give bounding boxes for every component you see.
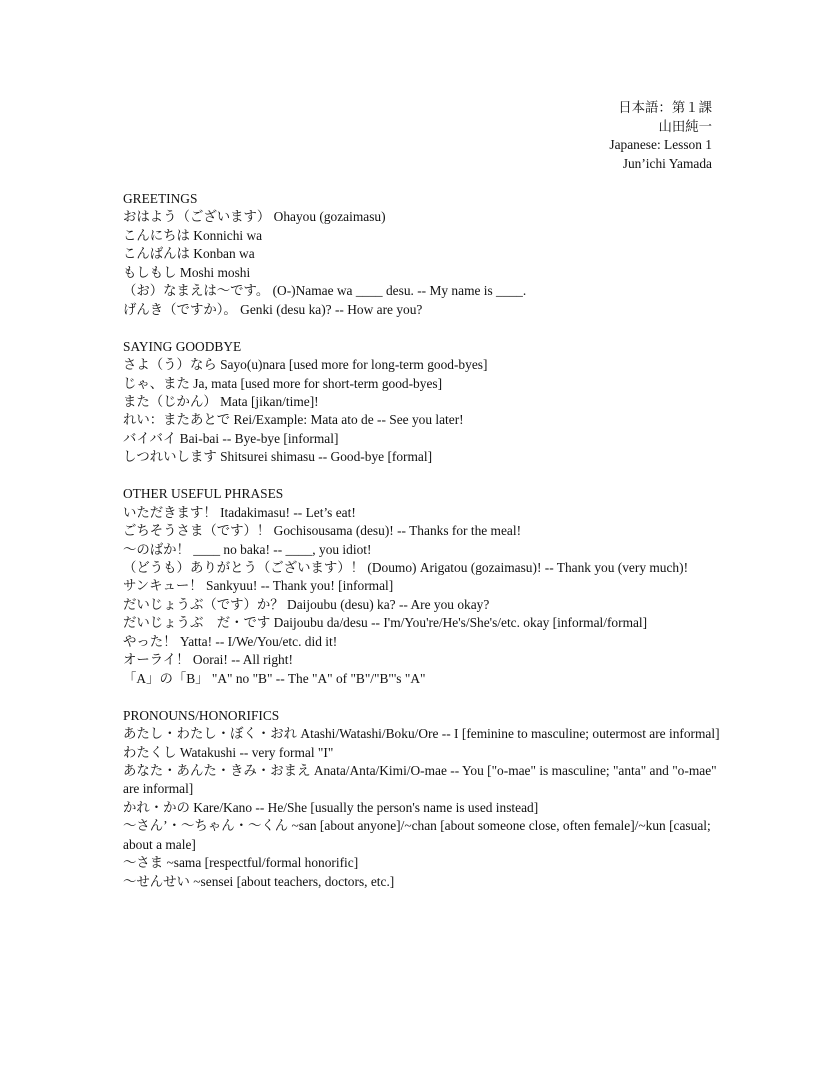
section-title: GREETINGS	[123, 191, 198, 206]
phrase-line: あたし・わたし・ぼく・おれ Atashi/Watashi/Boku/Ore -- I [feminine to masculine; outermost are informal]	[123, 726, 720, 742]
phrase-line: わたくし Watakushi -- very formal "I"	[123, 744, 334, 760]
header-author-japanese: 山田純一	[658, 118, 712, 134]
phrase-line: ～さま ~sama [respectful/formal honorific]	[123, 855, 359, 871]
phrase-line: おはよう（ございます） Ohayou (gozaimasu)	[123, 209, 386, 225]
phrase-line: また（じかん） Mata [jikan/time]!	[123, 393, 319, 409]
section-title: SAYING GOODBYE	[123, 338, 242, 354]
phrase-line: れい：またあとで Rei/Example: Mata ato de -- See you later!	[123, 412, 464, 428]
phrase-line: じゃ、また Ja, mata [used more for short-term good-byes]	[123, 375, 443, 391]
header-title-english: Japanese: Lesson 1	[609, 137, 712, 153]
section-greetings	[123, 190, 723, 319]
phrase-line: もしもし Moshi moshi	[123, 264, 251, 280]
document-body	[123, 190, 723, 891]
phrase-line: （どうも）ありがとう（ございます）！ (Doumo) Arigatou (gozaimasu)! -- Thank you (very much)!	[123, 560, 689, 576]
phrase-line: ごちそうさま（です）！ Gochisousama (desu)! -- Thanks for the meal!	[123, 523, 522, 539]
section-pronouns-honorifics	[123, 707, 723, 892]
phrase-line: バイバイ Bai-bai -- Bye-bye [informal]	[123, 430, 339, 446]
phrase-line: やった！ Yatta! -- I/We/You/etc. did it!	[123, 633, 338, 649]
phrase-line: だいじょうぶ だ・です Daijoubu da/desu -- I'm/You're/He's/She's/etc. okay [informal/formal]	[123, 615, 648, 631]
phrase-line: ～さん’・～ちゃん・～くん ~san [about anyone]/~chan [about someone close, often female]/~kun [casual; about a male]	[123, 818, 711, 852]
phrase-line: オーライ！ Oorai! -- All right!	[123, 652, 293, 668]
phrase-line: さよ（う）なら Sayo(u)nara [used more for long-term good-byes]	[123, 357, 488, 373]
header-title-japanese: 日本語：第１課	[618, 100, 712, 115]
phrase-line: げんき（ですか）。 Genki (desu ka)? -- How are you?	[123, 301, 423, 317]
phrase-line: 「A」の「B」 "A" no "B" -- The "A" of "B"/"B"'s "A"	[123, 670, 426, 686]
phrase-line: （お）なまえは～です。 (O-)Namae wa ____ desu. -- My name is ____.	[123, 283, 527, 299]
phrase-line: ～せんせい ~sensei [about teachers, doctors, etc.]	[123, 873, 395, 889]
phrase-line: こんばんは Konban wa	[123, 246, 255, 262]
section-spacer	[123, 467, 723, 485]
document-header	[609, 99, 712, 173]
section-title: OTHER USEFUL PHRASES	[123, 486, 284, 502]
phrase-line: こんにちは Konnichi wa	[123, 227, 263, 243]
phrase-line: ～のばか！ ____ no baka! -- ____, you idiot!	[123, 541, 372, 557]
phrase-line: かれ・かの Kare/Kano -- He/She [usually the person's name is used instead]	[123, 799, 539, 815]
phrase-line: サンキュー！ Sankyuu! -- Thank you! [informal]	[123, 578, 394, 594]
section-spacer	[123, 688, 723, 706]
section-other-useful-phrases	[123, 485, 723, 688]
phrase-line: しつれいします Shitsurei shimasu -- Good-bye [formal]	[123, 449, 433, 465]
phrase-line: だいじょうぶ（です）か？ Daijoubu (desu) ka? -- Are you okay?	[123, 596, 490, 612]
section-spacer	[123, 319, 723, 337]
section-title: PRONOUNS/HONORIFICS	[123, 707, 280, 723]
phrase-line: あなた・あんた・きみ・おまえ Anata/Anta/Kimi/O-mae -- You ["o-mae" is masculine; "anta" and "o-mae" are informal]	[123, 763, 717, 797]
section-saying-goodbye	[123, 338, 723, 467]
header-author-english: Jun’ichi Yamada	[622, 155, 712, 171]
phrase-line: いただきます！ Itadakimasu! -- Let’s eat!	[123, 504, 356, 520]
